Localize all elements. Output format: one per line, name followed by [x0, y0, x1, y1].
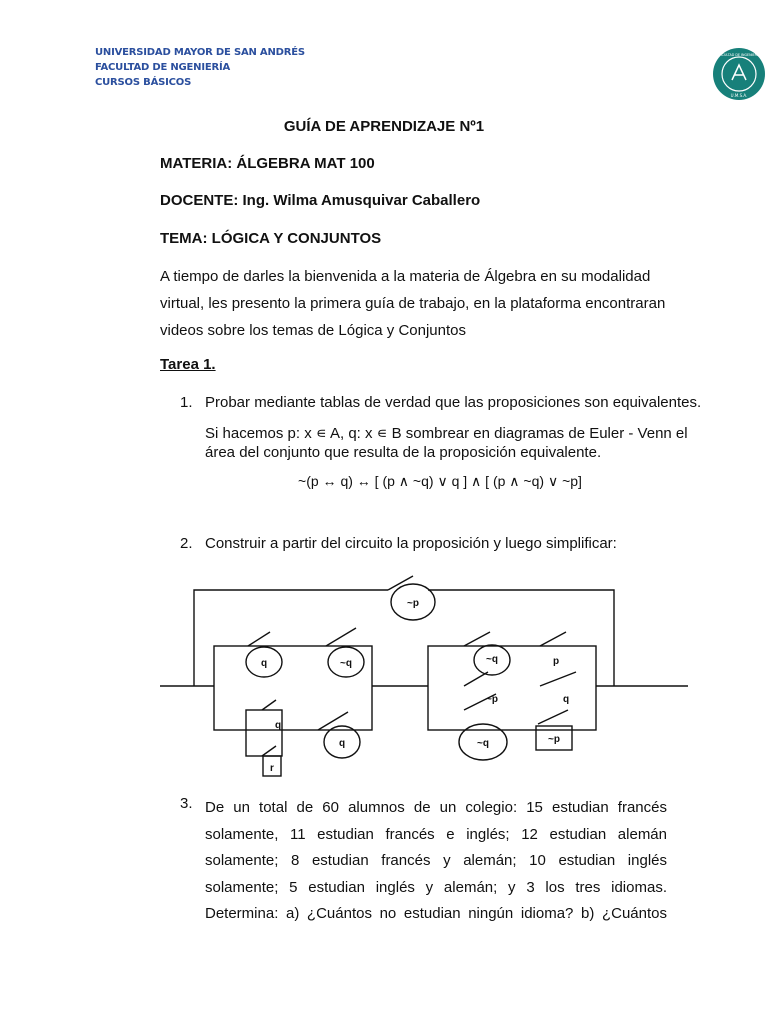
item-text: Probar mediante tablas de verdad que las proposiciones son equivalentes. — [205, 394, 702, 411]
item-1-sub — [205, 424, 705, 462]
circuit-label: p — [552, 656, 560, 667]
proposition-formula: ~(p ↔ q) ↔ [ (p ∧ ~q) ∨ q ] ∧ [ (p ∧ ~q) ∨ ~p] — [298, 473, 582, 489]
intro-paragraph — [160, 263, 680, 344]
item-3-text — [205, 795, 667, 928]
circuit-label: q — [274, 720, 282, 731]
circuit-label: ~q — [477, 738, 489, 749]
sub-line: Si hacemos p: x ∊ A, q: x ∊ B sombrear en diagramas de Euler - Venn el — [205, 425, 688, 442]
university-name: UNIVERSIDAD MAYOR DE SAN ANDRÉS — [95, 47, 305, 58]
topic-line: TEMA: LÓGICA Y CONJUNTOS — [160, 230, 382, 247]
item-3-line: solamente, 11 estudian francés e inglés; 12 estudian alemán — [205, 825, 667, 843]
circuit-label: ~p — [407, 598, 419, 609]
subject-line: MATERIA: ÁLGEBRA MAT 100 — [160, 155, 375, 172]
item-3-line: solamente; 8 estudian francés y alemán; 10 estudian inglés — [205, 852, 667, 869]
intro-line: A tiempo de darles la bienvenida a la materia de Álgebra en su modalidad — [160, 268, 651, 285]
task-heading: Tarea 1. — [160, 356, 216, 373]
circuit-label: q — [562, 694, 570, 705]
circuit-label: ~p — [486, 694, 498, 705]
item-number: 2. — [180, 535, 193, 552]
page-title: GUÍA DE APRENDIZAJE Nº1 — [283, 118, 485, 135]
circuit-label: ~q — [486, 654, 498, 665]
seal-top-text: FACULTAD DE INGENIERÍA — [717, 53, 761, 57]
intro-line: videos sobre los temas de Lógica y Conjuntos — [160, 322, 467, 339]
circuit-label: r — [270, 763, 274, 774]
item-number: 1. — [180, 394, 193, 411]
intro-line: virtual, les presento la primera guía de trabajo, en la plataforma encontraran — [160, 295, 666, 312]
circuit-label: q — [260, 658, 268, 669]
teacher-line: DOCENTE: Ing. Wilma Amusquivar Caballero — [160, 192, 481, 209]
courses-name: CURSOS BÁSICOS — [95, 77, 192, 88]
institution-header — [95, 45, 305, 90]
circuit-label: q — [338, 738, 346, 749]
item-3-line: De un total de 60 alumnos de un colegio: 15 estudian francés — [205, 799, 667, 816]
item-3-line: solamente; 5 estudian inglés y alemán; y 3 los tres idiomas. — [205, 878, 667, 896]
item-text: Construir a partir del circuito la proposición y luego simplificar: — [205, 535, 617, 552]
switch-circuit-diagram — [158, 560, 690, 780]
seal-bottom-text: U.M.S.A. — [730, 93, 748, 98]
circuit-label: ~q — [340, 658, 352, 669]
faculty-seal-logo — [712, 47, 766, 101]
circuit-label: ~p — [548, 734, 560, 745]
faculty-name: FACULTAD DE NGENIERÍA — [95, 62, 231, 73]
sub-line: área del conjunto que resulta de la proposición equivalente. — [205, 444, 602, 461]
item-number: 3. — [180, 795, 193, 812]
item-3-line: Determina: a) ¿Cuántos no estudian ningún idioma? b) ¿Cuántos — [205, 905, 667, 922]
